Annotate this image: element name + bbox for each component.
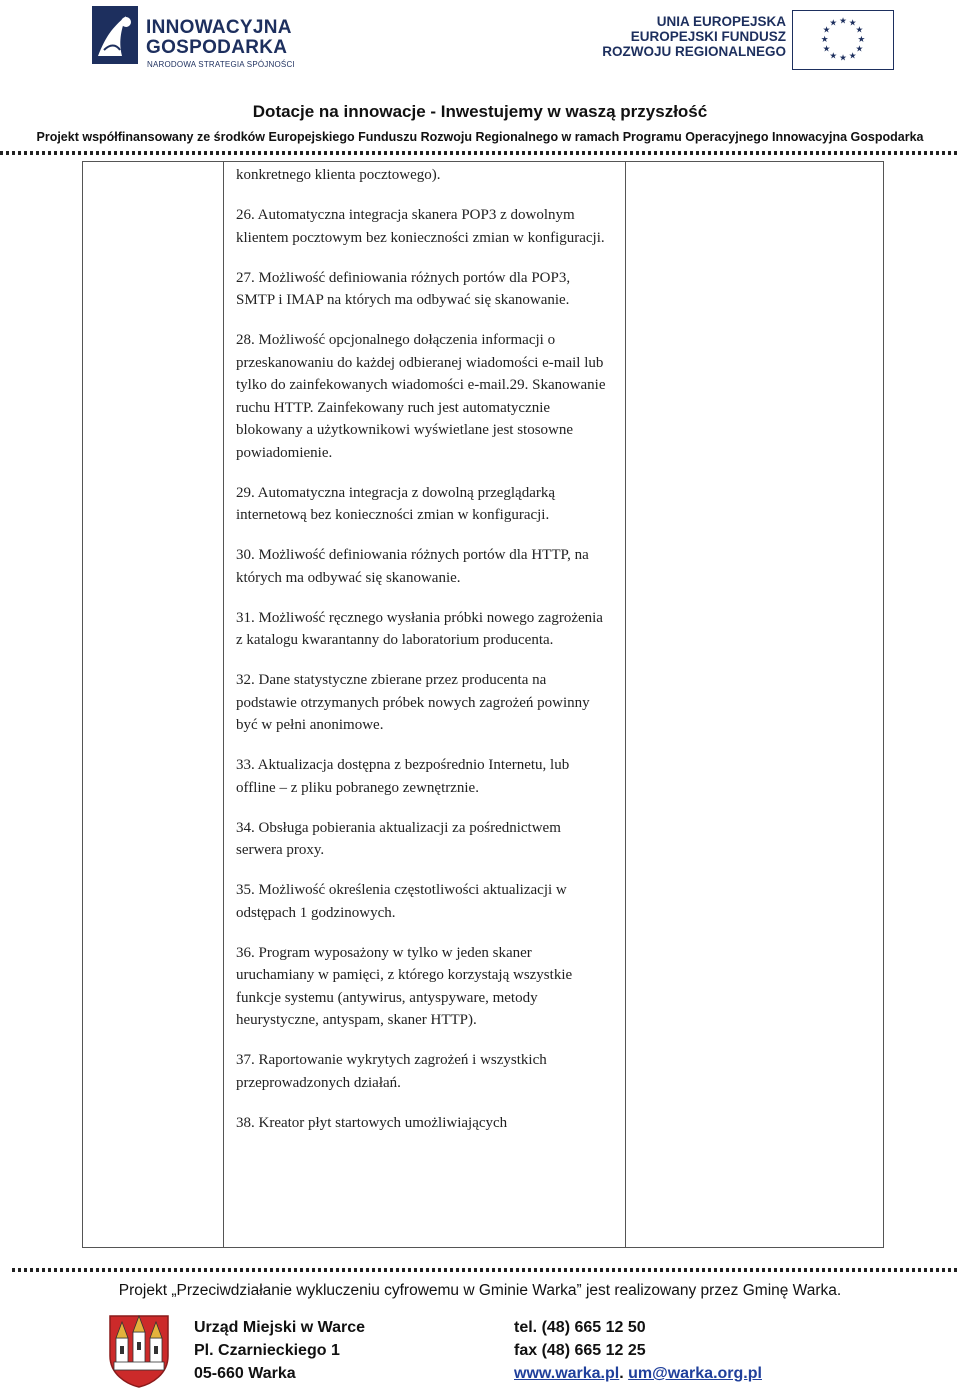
email-link[interactable]: um@warka.org.pl (628, 1365, 762, 1382)
header-subtitle: Projekt współfinansowany ze środków Europejskiego Funduszu Rozwoju Regionalnego w ramach Programu Operacyjnego Innowacyjna Gospodarka (36, 130, 924, 144)
list-item: 27. Możliwość definiowania różnych portów dla POP3, SMTP i IMAP na których ma odbywać się skanowanie. (236, 269, 571, 308)
table-column-right (625, 162, 883, 1247)
list-item: 34. Obsługa pobierania aktualizacji za pośrednictwem serwera proxy. (236, 819, 561, 858)
svg-text:★: ★ (829, 18, 838, 29)
header-divider (0, 151, 960, 155)
svg-text:★: ★ (855, 44, 864, 55)
svg-text:★: ★ (820, 34, 829, 45)
svg-text:★: ★ (848, 18, 857, 29)
eu-fund-logo (602, 10, 894, 72)
svg-text:★: ★ (829, 51, 838, 62)
list-item: 31. Możliwość ręcznego wysłania próbki nowego zagrożenia z katalogu kwarantanny do laboratorium producenta. (236, 609, 603, 648)
svg-text:★: ★ (839, 16, 847, 27)
logo-left-line3: NARODOWA STRATEGIA SPÓJNOŚCI (147, 60, 295, 69)
list-item: 35. Możliwość określenia częstotliwości aktualizacji w odstępach 1 godzinowych. (236, 882, 567, 921)
eu-flag-icon (792, 10, 894, 70)
logo-left-line2: GOSPODARKA (146, 37, 288, 58)
footer-contact (514, 1316, 762, 1385)
footer-web-line: www.warka.pl. um@warka.org.pl (514, 1365, 762, 1382)
table-column-left (83, 162, 224, 1247)
logo-left-line1: INNOWACYJNA (146, 17, 292, 38)
footer-fax: fax (48) 665 12 25 (514, 1342, 646, 1359)
list-item: konkretnego klienta pocztowego). (236, 167, 441, 183)
svg-text:★: ★ (839, 53, 847, 64)
footer-street: Pl. Czarnieckiego 1 (194, 1342, 340, 1359)
innowacyjna-gospodarka-mark-icon (92, 6, 138, 64)
svg-text:★: ★ (822, 25, 831, 36)
logo-right-line2: EUROPEJSKI FUNDUSZ (630, 29, 786, 44)
header-title: Dotacje na innowacje - Inwestujemy w waszą przyszłość (252, 102, 708, 121)
list-item: 32. Dane statystyczne zbierane przez producenta na podstawie otrzymanych próbek nowych zagrożeń powinny być w pełni anonimowe. (236, 672, 590, 733)
footer-address (194, 1316, 365, 1385)
svg-text:★: ★ (855, 25, 864, 36)
logo-right-line1: UNIA EUROPEJSKA (656, 14, 786, 29)
list-item: 26. Automatyczna integracja skanera POP3 z dowolnym klientem pocztowym bez konieczności zmian w konfiguracji. (236, 207, 605, 246)
website-link[interactable]: www.warka.pl (514, 1365, 620, 1382)
list-item: 37. Raportowanie wykrytych zagrożeń i wszystkich przeprowadzonych działań. (236, 1052, 547, 1091)
footer-city: 05-660 Warka (194, 1365, 296, 1382)
svg-text:★: ★ (822, 44, 831, 55)
footer-divider (12, 1268, 960, 1272)
table-column-content (236, 164, 606, 1152)
list-item: 28. Możliwość opcjonalnego dołączenia informacji o przeskanowaniu do każdej odbieranej wiadomości e-mail lub tylko do zainfekowanych wiadomości e-mail.29. Skanowanie ruchu HTTP. Zainfekowany ruch jest automatycznie blokowany a użytkownikowi wyświetlane jest stosowne powiadomienie. (236, 332, 606, 461)
list-item: 29. Automatyczna integracja z dowolną przeglądarką internetową bez konieczności zmian w konfiguracji. (236, 484, 556, 523)
list-item: 36. Program wyposażony w tylko w jeden skaner uruchamiany w pamięci, z którego korzystają wszystkie funkcje systemu (antywirus, antyspyware, metody heurystyczne, antyspam, skaner HTTP). (236, 944, 573, 1028)
list-item: 30. Możliwość definiowania różnych portów dla HTTP, na których ma odbywać się skanowanie. (236, 547, 589, 586)
footer-tel: tel. (48) 665 12 50 (514, 1319, 646, 1336)
warka-crest-icon (108, 1312, 170, 1388)
list-item: 33. Aktualizacja dostępna z bezpośrednio Internetu, lub offline – z pliku pobranego zewnętrznie. (236, 757, 570, 796)
eu-logo-text (602, 14, 786, 59)
svg-text:★: ★ (857, 34, 866, 45)
specification-table (82, 161, 884, 1248)
logo-right-line3: ROZWOJU REGIONALNEGO (602, 44, 786, 59)
footer-project-text: Projekt „Przeciwdziałanie wykluczeniu cyfrowemu w Gminie Warka” jest realizowany przez Gminę Warka. (118, 1282, 842, 1299)
page-footer (0, 1264, 960, 1393)
innowacyjna-gospodarka-logo (92, 6, 295, 69)
footer-office: Urząd Miejski w Warce (194, 1319, 366, 1336)
svg-text:★: ★ (848, 51, 857, 62)
page-header (0, 0, 960, 160)
list-item: 38. Kreator płyt startowych umożliwiających (236, 1114, 508, 1131)
